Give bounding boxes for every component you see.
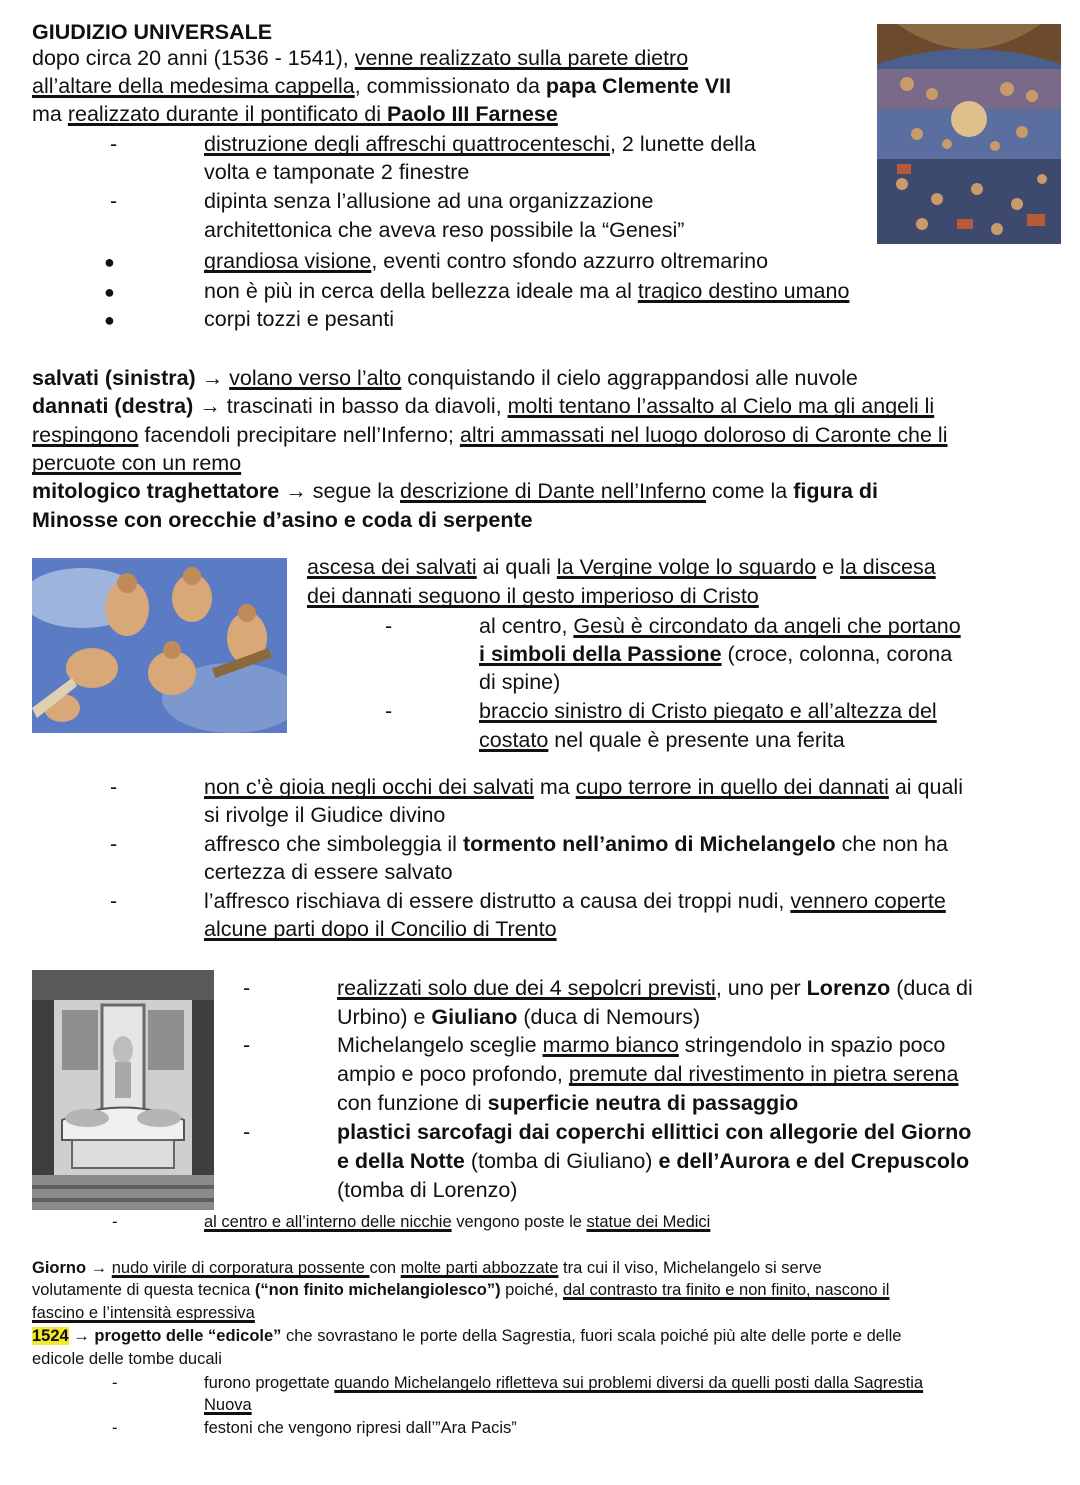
mito-line-2: Minosse con orecchie d’asino e coda di serpente <box>32 508 533 532</box>
giorno-line-1: Giorno → nudo virile di corporatura possente con molte parti abbozzate tra cui il viso, Michelangelo si serve <box>32 1259 822 1277</box>
sepolcri-item-1-line-2: Urbino) e Giuliano (duca di Nemours) <box>337 1005 701 1029</box>
mito-line-1: mitologico traghettatore → segue la descrizione di Dante nell’Inferno come la figura di <box>32 479 878 503</box>
tomba-medici-image <box>32 970 214 1210</box>
dash-bullet: - <box>385 699 393 723</box>
intro-line-3: ma realizzato durante il pontificato di Paolo III Farnese <box>32 102 558 126</box>
list2-item-2-line-1: affresco che simboleggia il tormento nell’animo di Michelangelo che non ha <box>204 832 949 856</box>
page-title: GIUDIZIO UNIVERSALE <box>32 20 273 44</box>
list2-item-1-line-2: si rivolge il Giudice divino <box>204 803 446 827</box>
list1-item-2-line-1: dipinta senza l’allusione ad una organizzazione <box>204 189 654 213</box>
list2-item-3-line-1: l’affresco rischiava di essere distrutto a causa dei troppi nudi, vennero coperte <box>204 889 946 913</box>
list1-item-1-line-2: volta e tamponate 2 finestre <box>204 160 470 184</box>
sepolcri-item-2-line-3: con funzione di superficie neutra di passaggio <box>337 1091 799 1115</box>
cristo-item-1-line-1: al centro, Gesù è circondato da angeli che portano <box>479 614 961 638</box>
edicole-item-2: festoni che vengono ripresi dall’”Ara Pacis” <box>204 1419 517 1437</box>
dot-bullet: ● <box>104 282 115 302</box>
dash-bullet: - <box>112 1419 118 1437</box>
ascesa-line-1: ascesa dei salvati ai quali la Vergine volge lo sguardo e la discesa <box>307 555 936 579</box>
dannati-line-2: respingono facendoli precipitare nell’Inferno; altri ammassati nel luogo doloroso di Caronte che li <box>32 423 948 447</box>
list1-item-5: corpi tozzi e pesanti <box>204 307 395 331</box>
giorno-line-3: fascino e l’intensità espressiva <box>32 1304 255 1322</box>
dot-bullet: ● <box>104 310 115 330</box>
cristo-item-2-line-2: costato nel quale è presente una ferita <box>479 728 845 752</box>
list2-item-2-line-2: certezza di essere salvato <box>204 860 453 884</box>
edicole-item-1-line-2: Nuova <box>204 1396 252 1414</box>
dash-bullet: - <box>110 189 118 213</box>
sepolcri-item-3-line-2: e della Notte (tomba di Giuliano) e dell’Aurora e del Crepuscolo <box>337 1149 970 1173</box>
dash-bullet: - <box>112 1213 118 1231</box>
list1-item-1-line-1: distruzione degli affreschi quattrocenteschi, 2 lunette della <box>204 132 756 156</box>
ascesa-line-2: dei dannati seguono il gesto imperioso di Cristo <box>307 584 759 608</box>
dash-bullet: - <box>110 132 118 156</box>
dannati-line-3: percuote con un remo <box>32 451 242 475</box>
edicole-line-2: edicole delle tombe ducali <box>32 1350 222 1368</box>
dash-bullet: - <box>385 614 393 638</box>
sepolcri-statue-line: al centro e all’interno delle nicchie vengono poste le statue dei Medici <box>204 1213 711 1231</box>
cristo-giudice-detail-image <box>32 558 287 733</box>
giorno-line-2: volutamente di questa tecnica (“non finito michelangiolesco”) poiché, dal contrasto tra finito e non finito, nascono il <box>32 1281 890 1299</box>
list1-item-2-line-2: architettonica che aveva reso possibile la “Genesi” <box>204 218 685 242</box>
cristo-item-1-line-2: i simboli della Passione (croce, colonna, corona <box>479 642 953 666</box>
sepolcri-item-3-line-1: plastici sarcofagi dai coperchi ellittici con allegorie del Giorno <box>337 1120 972 1144</box>
list2-item-1-line-1: non c’è gioia negli occhi dei salvati ma cupo terrore in quello dei dannati ai quali <box>204 775 963 799</box>
dash-bullet: - <box>243 1120 251 1144</box>
dash-bullet: - <box>112 1374 118 1392</box>
dash-bullet: - <box>110 889 118 913</box>
cristo-item-2-line-1: braccio sinistro di Cristo piegato e all’altezza del <box>479 699 937 723</box>
list2-item-3-line-2: alcune parti dopo il Concilio di Trento <box>204 917 557 941</box>
dash-bullet: - <box>110 775 118 799</box>
cristo-item-1-line-3: di spine) <box>479 670 561 694</box>
salvati-line: salvati (sinistra) → volano verso l’alto conquistando il cielo aggrappandosi alle nuvole <box>32 366 858 390</box>
sepolcri-item-1-line-1: realizzati solo due dei 4 sepolcri previsti, uno per Lorenzo (duca di <box>337 976 973 1000</box>
sepolcri-item-3-line-3: (tomba di Lorenzo) <box>337 1178 518 1202</box>
dannati-line-1: dannati (destra) → trascinati in basso da diavoli, molti tentano l’assalto al Cielo ma gli angeli li <box>32 394 935 418</box>
sepolcri-item-2-line-1: Michelangelo sceglie marmo bianco stringendolo in spazio poco <box>337 1033 946 1057</box>
edicole-item-1-line-1: furono progettate quando Michelangelo rifletteva sui problemi diversi da quelli posti dalla Sagrestia <box>204 1374 924 1392</box>
intro-line-1: dopo circa 20 anni (1536 - 1541), venne realizzato sulla parete dietro <box>32 46 689 70</box>
dash-bullet: - <box>110 832 118 856</box>
dot-bullet: ● <box>104 252 115 272</box>
sepolcri-item-2-line-2: ampio e poco profondo, premute dal rivestimento in pietra serena <box>337 1062 959 1086</box>
list1-item-3: grandiosa visione, eventi contro sfondo azzurro oltremarino <box>204 249 769 273</box>
list1-item-4: non è più in cerca della bellezza ideale ma al tragico destino umano <box>204 279 850 303</box>
giudizio-universale-fresco-image <box>877 24 1061 244</box>
dash-bullet: - <box>243 976 251 1000</box>
intro-line-2: all’altare della medesima cappella, commissionato da papa Clemente VII <box>32 74 732 98</box>
edicole-line-1: 1524 → progetto delle “edicole” che sovrastano le porte della Sagrestia, fuori scala poiché più alte delle porte e delle <box>32 1327 902 1345</box>
dash-bullet: - <box>243 1033 251 1057</box>
year-highlight: 1524 <box>32 1327 69 1345</box>
